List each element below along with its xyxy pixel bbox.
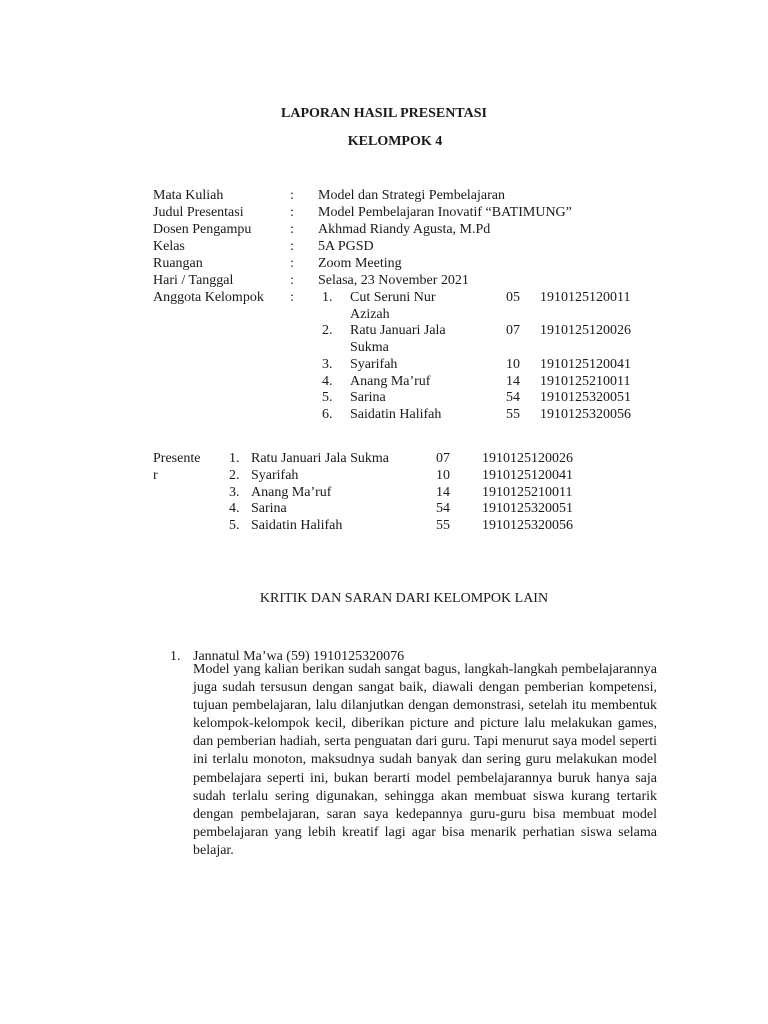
member-number: 4. bbox=[322, 374, 333, 389]
info-label-kelas: Kelas bbox=[153, 239, 185, 254]
feedback-author: Jannatul Ma’wa (59) 1910125320076 bbox=[193, 649, 405, 664]
feedback-number: 1. bbox=[170, 649, 181, 664]
info-label-mata-kuliah: Mata Kuliah bbox=[153, 188, 224, 203]
presenter-absen: 54 bbox=[436, 501, 450, 516]
info-value-mata-kuliah: Model dan Strategi Pembelajaran bbox=[318, 188, 505, 203]
info-value-tanggal: Selasa, 23 November 2021 bbox=[318, 273, 469, 288]
member-name: Saidatin Halifah bbox=[350, 407, 442, 422]
member-number: 5. bbox=[322, 390, 333, 405]
presenter-number: 5. bbox=[229, 518, 240, 533]
info-value-kelas: 5A PGSD bbox=[318, 239, 374, 254]
member-number: 1. bbox=[322, 290, 333, 305]
info-colon: : bbox=[290, 188, 294, 203]
member-nim: 1910125210011 bbox=[540, 374, 631, 389]
info-value-judul: Model Pembelajaran Inovatif “BATIMUNG” bbox=[318, 205, 572, 220]
presenter-absen: 14 bbox=[436, 485, 450, 500]
members-label: Anggota Kelompok bbox=[153, 290, 264, 305]
presenter-nim: 1910125210011 bbox=[482, 485, 573, 500]
group-subtitle: KELOMPOK 4 bbox=[347, 134, 443, 149]
member-absen: 55 bbox=[506, 407, 520, 422]
member-name: Cut Seruni Nur bbox=[350, 290, 436, 305]
info-label-judul: Judul Presentasi bbox=[153, 205, 244, 220]
info-label-dosen: Dosen Pengampu bbox=[153, 222, 252, 237]
member-nim: 1910125320056 bbox=[540, 407, 631, 422]
info-colon: : bbox=[290, 222, 294, 237]
member-nim: 1910125120041 bbox=[540, 357, 631, 372]
info-colon: : bbox=[290, 290, 294, 305]
presenter-label: Presente bbox=[153, 451, 201, 466]
member-absen: 05 bbox=[506, 290, 520, 305]
presenter-name: Sarina bbox=[251, 501, 287, 516]
presenter-name: Saidatin Halifah bbox=[251, 518, 343, 533]
feedback-text: Model yang kalian berikan sudah sangat bagus, langkah-langkah pembelajarannya juga sudah tersusun dengan sangat baik, diawali dengan pemberian kompetensi, tujuan pembelajaran, lalu dilanjutkan dengan demonstrasi, setelah itu membentuk kelompok-kelompok kecil, diberikan picture and picture lalu melakukan games, dan pemberian hadiah, serta penguatan dari guru. Tapi menurut saya model seperti ini terlalu monoton, maksudnya sudah banyak dan sering guru melakukan model pembelajara seperti ini, bukan berarti model pembelajarannya buruk hanya saja sudah terlalu sering digunakan, sehingga akan membuat siswa kurang tertarik dengan pembelajaran, saran saya kedepannya guru-guru bisa membuat model pembelajaran yang lebih kreatif lagi agar bisa menarik perhatian siswa selama belajar. bbox=[193, 662, 657, 858]
presenter-nim: 1910125120026 bbox=[482, 451, 573, 466]
info-colon: : bbox=[290, 205, 294, 220]
member-number: 2. bbox=[322, 323, 333, 338]
member-name: Syarifah bbox=[350, 357, 398, 372]
info-value-ruangan: Zoom Meeting bbox=[318, 256, 402, 271]
feedback-heading: KRITIK DAN SARAN DARI KELOMPOK LAIN bbox=[259, 591, 549, 606]
member-absen: 54 bbox=[506, 390, 520, 405]
presenter-number: 4. bbox=[229, 501, 240, 516]
presenter-nim: 1910125320051 bbox=[482, 501, 573, 516]
member-number: 3. bbox=[322, 357, 333, 372]
info-label-tanggal: Hari / Tanggal bbox=[153, 273, 234, 288]
presenter-absen: 55 bbox=[436, 518, 450, 533]
presenter-nim: 1910125120041 bbox=[482, 468, 573, 483]
info-colon: : bbox=[290, 256, 294, 271]
presenter-name: Syarifah bbox=[251, 468, 299, 483]
presenter-number: 2. bbox=[229, 468, 240, 483]
info-value-dosen: Akhmad Riandy Agusta, M.Pd bbox=[318, 222, 491, 237]
member-number: 6. bbox=[322, 407, 333, 422]
presenter-nim: 1910125320056 bbox=[482, 518, 573, 533]
presenter-name: Anang Ma’ruf bbox=[251, 485, 332, 500]
presenter-absen: 07 bbox=[436, 451, 450, 466]
presenter-number: 1. bbox=[229, 451, 240, 466]
member-name-cont: Sukma bbox=[350, 340, 389, 355]
member-name-cont: Azizah bbox=[350, 307, 390, 322]
member-name: Anang Ma’ruf bbox=[350, 374, 431, 389]
presenter-number: 3. bbox=[229, 485, 240, 500]
info-label-ruangan: Ruangan bbox=[153, 256, 203, 271]
member-nim: 1910125120026 bbox=[540, 323, 631, 338]
member-absen: 07 bbox=[506, 323, 520, 338]
info-colon: : bbox=[290, 273, 294, 288]
member-nim: 1910125320051 bbox=[540, 390, 631, 405]
member-absen: 10 bbox=[506, 357, 520, 372]
member-name: Ratu Januari Jala bbox=[350, 323, 446, 338]
member-name: Sarina bbox=[350, 390, 386, 405]
member-nim: 1910125120011 bbox=[540, 290, 631, 305]
report-title: LAPORAN HASIL PRESENTASI bbox=[281, 106, 487, 121]
presenter-absen: 10 bbox=[436, 468, 450, 483]
presenter-label-cont: r bbox=[153, 468, 158, 483]
info-colon: : bbox=[290, 239, 294, 254]
member-absen: 14 bbox=[506, 374, 520, 389]
presenter-name: Ratu Januari Jala Sukma bbox=[251, 451, 390, 466]
